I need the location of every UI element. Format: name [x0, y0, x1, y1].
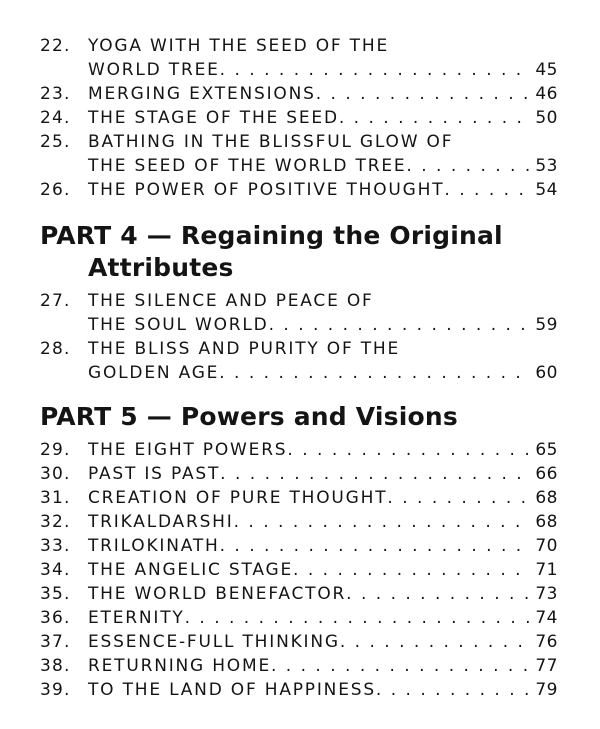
- dot-leader: [185, 606, 532, 630]
- entry-title-line: [88, 154, 558, 178]
- entry-title: TRIKALDARSHI: [88, 512, 234, 532]
- part-4-heading: PART 4 — Regaining the Original: [40, 221, 503, 250]
- entry-number: 24.: [40, 108, 71, 128]
- entry-title: ESSENCE-FULL THINKING: [88, 632, 340, 652]
- entry-number: 30.: [40, 464, 71, 484]
- entry-title-line: [88, 534, 558, 558]
- entry-number: 39.: [40, 680, 71, 700]
- entry-title-line: [88, 510, 558, 534]
- entry-title-cont: WORLD TREE: [88, 60, 220, 80]
- toc-entry-27-cont: [0, 313, 600, 337]
- toc-entry-38: [0, 654, 600, 678]
- entry-title-cont: THE SOUL WORLD: [88, 315, 269, 335]
- entry-title-line: [88, 106, 558, 130]
- toc-entry-39: [0, 678, 600, 702]
- toc-entry-34: [0, 558, 600, 582]
- part-5-heading: PART 5 — Powers and Visions: [40, 402, 458, 431]
- entry-title: THE POWER OF POSITIVE THOUGHT: [88, 180, 445, 200]
- entry-title-line: [88, 361, 558, 385]
- entry-title: YOGA WITH THE SEED OF THE: [88, 36, 389, 56]
- toc-entry-29: [0, 438, 600, 462]
- dot-leader: [220, 534, 532, 558]
- entry-page: 73: [535, 584, 558, 604]
- entry-number: 38.: [40, 656, 71, 676]
- entry-number: 36.: [40, 608, 71, 628]
- toc-entry-30: [0, 462, 600, 486]
- entry-page: 76: [535, 632, 558, 652]
- dot-leader: [293, 558, 531, 582]
- toc-entry-22-cont: [0, 58, 600, 82]
- dot-leader: [340, 630, 532, 654]
- dot-leader: [219, 361, 531, 385]
- entry-page: 74: [535, 608, 558, 628]
- entry-title: THE WORLD BENEFACTOR: [88, 584, 347, 604]
- entry-number: 37.: [40, 632, 71, 652]
- entry-number: 35.: [40, 584, 71, 604]
- entry-title-line: [88, 558, 558, 582]
- entry-page: 59: [535, 315, 558, 335]
- entry-page: 71: [535, 560, 558, 580]
- toc-entry-28-cont: [0, 361, 600, 385]
- toc-entry-24: [0, 106, 600, 130]
- toc-entry-37: [0, 630, 600, 654]
- entry-title: THE SILENCE AND PEACE OF: [88, 291, 374, 311]
- entry-title: CREATION OF PURE THOUGHT: [88, 488, 388, 508]
- entry-title-line: [88, 130, 558, 154]
- entry-title: THE STAGE OF THE SEED: [88, 108, 339, 128]
- dot-leader: [387, 486, 531, 510]
- dot-leader: [220, 462, 531, 486]
- entry-title-line: [88, 582, 558, 606]
- dot-leader: [269, 313, 532, 337]
- dot-leader: [316, 82, 532, 106]
- entry-page: 45: [535, 60, 558, 80]
- toc-entry-27: [0, 289, 600, 313]
- dot-leader: [376, 678, 531, 702]
- toc-entry-23: [0, 82, 600, 106]
- entry-title: ETERNITY: [88, 608, 185, 628]
- entry-number: 22.: [40, 36, 71, 56]
- entry-number: 34.: [40, 560, 71, 580]
- entry-title: THE BLISS AND PURITY OF THE: [88, 339, 401, 359]
- part-4-heading-cont: Attributes: [88, 253, 234, 282]
- dot-leader: [339, 106, 532, 130]
- entry-number: 29.: [40, 440, 71, 460]
- entry-page: 54: [535, 180, 558, 200]
- entry-page: 79: [535, 680, 558, 700]
- entry-title-cont: GOLDEN AGE: [88, 363, 220, 383]
- entry-title-line: [88, 337, 558, 361]
- dot-leader: [287, 438, 531, 462]
- entry-title: THE ANGELIC STAGE: [88, 560, 294, 580]
- toc-entry-22: [0, 34, 600, 58]
- entry-page: 50: [535, 108, 558, 128]
- entry-page: 53: [535, 156, 558, 176]
- toc-entry-35: [0, 582, 600, 606]
- entry-title-line: [88, 438, 558, 462]
- dot-leader: [444, 178, 531, 202]
- entry-title: RETURNING HOME: [88, 656, 271, 676]
- toc-entry-25: [0, 130, 600, 154]
- entry-number: 32.: [40, 512, 71, 532]
- entry-title-line: [88, 82, 558, 106]
- entry-title-line: [88, 678, 558, 702]
- entry-number: 25.: [40, 132, 71, 152]
- entry-title-line: [88, 630, 558, 654]
- entry-title-line: [88, 58, 558, 82]
- toc-entry-36: [0, 606, 600, 630]
- dot-leader: [346, 582, 531, 606]
- toc-entry-32: [0, 510, 600, 534]
- entry-page: 46: [535, 84, 558, 104]
- entry-page: 65: [535, 440, 558, 460]
- entry-number: 31.: [40, 488, 71, 508]
- entry-title: PAST IS PAST: [88, 464, 221, 484]
- toc-entry-26: [0, 178, 600, 202]
- toc-entry-33: [0, 534, 600, 558]
- entry-title: MERGING EXTENSIONS: [88, 84, 316, 104]
- entry-title-line: [88, 462, 558, 486]
- dot-leader: [220, 58, 532, 82]
- entry-title-line: [88, 34, 558, 58]
- toc-entry-28: [0, 337, 600, 361]
- toc-entry-25-cont: [0, 154, 600, 178]
- entry-number: 33.: [40, 536, 71, 556]
- entry-page: 68: [535, 512, 558, 532]
- entry-page: 77: [535, 656, 558, 676]
- entry-number: 27.: [40, 291, 71, 311]
- entry-title-line: [88, 654, 558, 678]
- entry-title: TO THE LAND OF HAPPINESS: [88, 680, 376, 700]
- entry-page: 66: [535, 464, 558, 484]
- entry-title-line: [88, 606, 558, 630]
- entry-page: 60: [535, 363, 558, 383]
- entry-page: 68: [535, 488, 558, 508]
- entry-number: 26.: [40, 180, 71, 200]
- dot-leader: [406, 154, 531, 178]
- entry-title-line: [88, 289, 558, 313]
- dot-leader: [271, 654, 531, 678]
- entry-title-line: [88, 313, 558, 337]
- toc-entry-31: [0, 486, 600, 510]
- entry-title-cont: THE SEED OF THE WORLD TREE: [88, 156, 407, 176]
- entry-number: 28.: [40, 339, 71, 359]
- entry-title: TRILOKINATH: [88, 536, 220, 556]
- entry-title-line: [88, 486, 558, 510]
- entry-page: 70: [535, 536, 558, 556]
- dot-leader: [234, 510, 532, 534]
- entry-title-line: [88, 178, 558, 202]
- entry-number: 23.: [40, 84, 71, 104]
- entry-title: BATHING IN THE BLISSFUL GLOW OF: [88, 132, 454, 152]
- entry-title: THE EIGHT POWERS: [88, 440, 288, 460]
